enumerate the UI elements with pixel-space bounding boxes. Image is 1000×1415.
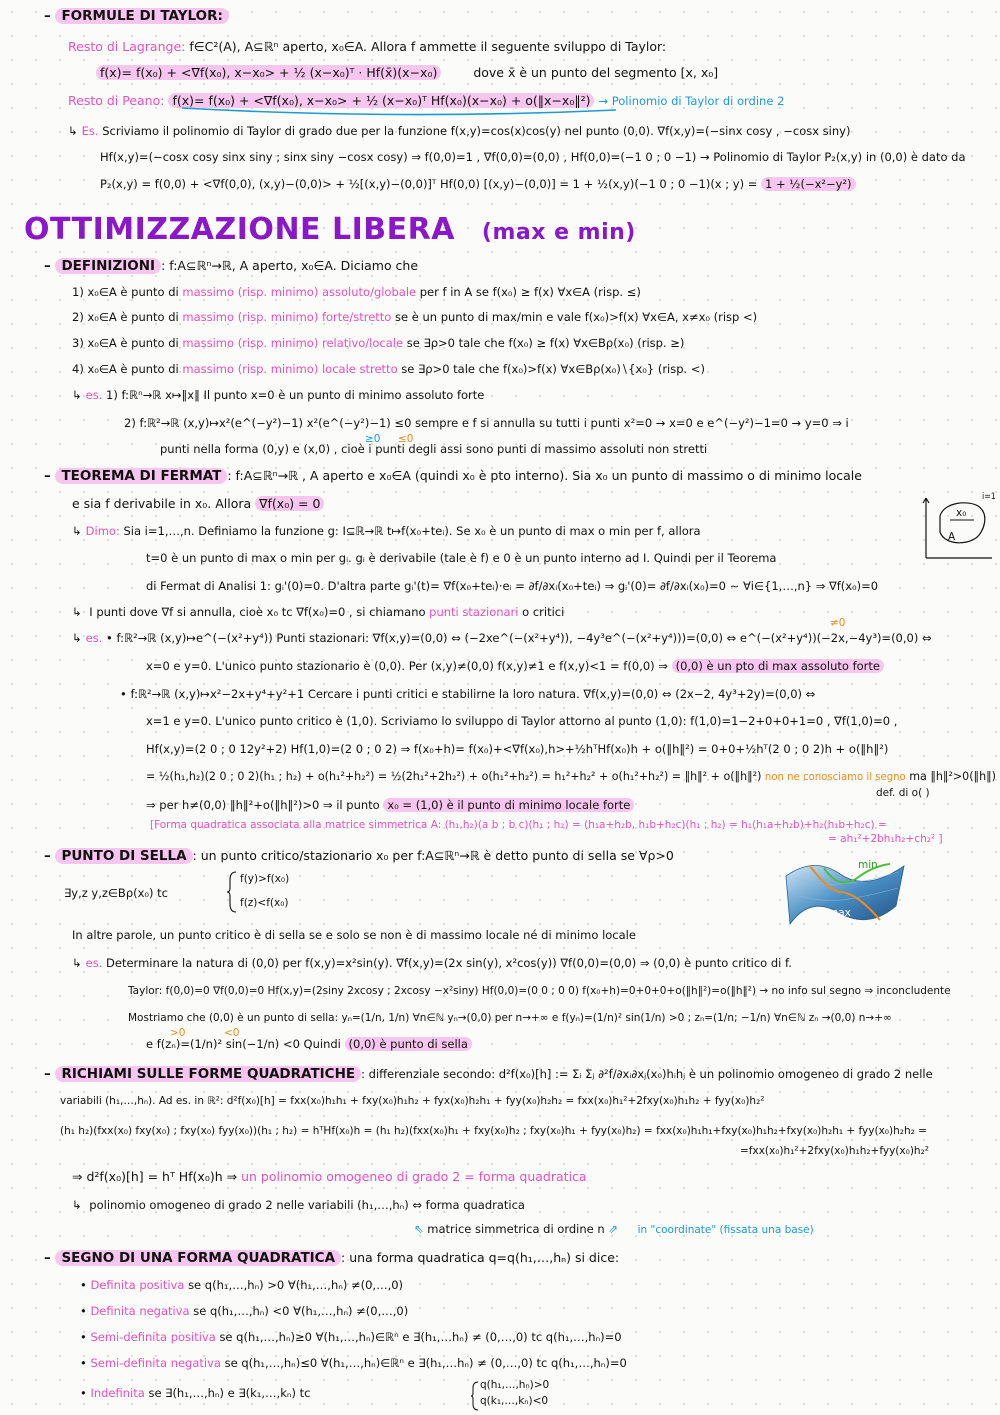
segno-item-term: Definita positiva <box>90 1278 185 1292</box>
def-es-2b: punti nella forma (0,y) e (x,0) , cioè i punti degli assi sono punti di massimo assoluti non stretti <box>160 442 708 456</box>
def-3 <box>72 334 684 352</box>
richiami-text5 <box>72 1168 587 1186</box>
stationary-post: o critici <box>522 605 565 619</box>
peano-formula: f(x)= f(x₀) + <∇f(x₀), x−x₀> + ½ (x−x₀)ᵀ Hf(x₀)(x−x₀) + o(‖x−x₀‖²) <box>168 93 594 108</box>
segno-item: • Semi-definita positiva se q(h₁,…,hₙ)≥0 ∀(h₁,…,hₙ)∈ℝⁿ e ∃(h₁,…hₙ) ≠ (0,…,0) tc q(h₁,…,hₙ)=0 <box>80 1330 622 1344</box>
taylor-es-line2: Hf(x,y)=(−cosx cosy sinx siny ; sinx siny −cosx cosy) ⇒ f(0,0)=1 , ∇f(0,0)=(0,0) , Hf(0,0)=(−1 0 ; 0 −1) → Polinomio di Taylor P₂(x,y) in (0,0) è dato da <box>100 150 966 164</box>
sella-es-line3: Mostriamo che (0,0) è un punto di sella: yₙ=(1/n, 1/n) ∀n∈ℕ yₙ→(0,0) per n→+∞ e f(yₙ)=(1/n)² sin(1/n) >0 ; zₙ=(1/n; −1/n) ∀n∈ℕ zₙ →(0,0) n→+∞ <box>128 1012 892 1024</box>
def-es-2-ann2: ≤0 <box>398 433 414 445</box>
lagrange-note: dove x̄ è un punto del segmento [x, x₀] <box>473 65 719 80</box>
sella-es-text4: e f(zₙ)=(1/n)² sin(−1/n) <0 Quindi <box>146 1037 341 1051</box>
arrow-icon: ⇖ <box>414 1222 424 1236</box>
lagrange-label: Resto di Lagrange: <box>68 39 186 54</box>
fermat-ex2-def: def. di o( ) <box>876 787 930 799</box>
peano-underline <box>180 104 620 120</box>
richiami-text4: =fxx(x₀)h₁²+2fxy(x₀)h₁h₂+fyy(x₀)h₂² <box>740 1145 929 1157</box>
fig-A-label: A <box>948 531 956 543</box>
arrow-icon: ↳ <box>72 631 82 645</box>
taylor-es-label: Es. <box>81 124 99 138</box>
arrow-icon: ↳ <box>72 956 82 970</box>
taylor-es-text3: P₂(x,y) = f(0,0) + <∇f(0,0), (x,y)−(0,0)> + ½[(x,y)−(0,0)]ᵀ Hf(0,0) [(x,y)−(0,0)] = 1 + ½(x,y)(−1 0 ; 0 −1)(x ; y) = <box>100 177 758 191</box>
segno-item-cond: se q(h₁,…,hₙ) >0 ∀(h₁,…,hₙ) ≠(0,…,0) <box>188 1278 404 1292</box>
section-definizioni: – DEFINIZIONI : f:A⊆ℝⁿ→ℝ, A aperto, x₀∈A. Diciamo che <box>44 258 419 274</box>
fermat-ex2-line2: x=1 e y=0. L'unico punto critico è (1,0). Scriviamo lo sviluppo di Taylor attorno al punto (1,0): f(1,0)=1−2+0+0+1=0 , ∇f(1,0)=0 , <box>146 714 898 728</box>
richiami-text5-term: un polinomio omogeneo di grado 2 = forma quadratica <box>241 1169 587 1184</box>
arrow-icon: ↳ <box>72 605 82 619</box>
ex1-annotation: ≠0 <box>830 617 846 629</box>
stationary-term: punti stazionari <box>429 605 519 619</box>
taylor-es-line1 <box>68 122 850 140</box>
segno-label: SEGNO DI UNA FORMA QUADRATICA <box>55 1250 341 1266</box>
def-3-term: massimo (risp. minimo) relativo/locale <box>182 336 404 350</box>
fermat-ex1-line1 <box>72 629 932 647</box>
fermat-ex1-text1b: e^(−(x²+y⁴))(−2x,−4y³)=(0,0) ⇔ <box>739 631 932 645</box>
def-3-pre: 3) x₀∈A è punto di <box>72 336 179 350</box>
indef-brace <box>470 1380 480 1412</box>
peano-label: Resto di Peano: <box>68 93 165 108</box>
richiami-text2: variabili (h₁,…,hₙ). Ad es. in ℝ²: d²f(x₀)[h] = fxx(x₀)h₁h₁ + fxy(x₀)h₁h₂ + fyx(x₀)h₂h₁ + fyy(x₀)h₂h₂ = fxx(x₀)h₁²+2fxy(x₀)h₁h₂ + fyy(x₀)h₂² <box>60 1095 765 1107</box>
richiami-label: RICHIAMI SULLE FORME QUADRATICHE <box>55 1066 361 1082</box>
fermat-ex2-line4 <box>146 767 996 786</box>
fermat-ex2-line6: [Forma quadratica associata alla matrice simmetrica A: (h₁,h₂)(a b ; b c)(h₁ ; h₂) = (h₁a+h₂b, h₁b+h₂c)(h₁ ; h₂) = h₁(h₁a+h₂b)+h₂(h₁b+h₂c) = <box>150 819 887 831</box>
richiami-text7 <box>414 1220 814 1239</box>
fermat-ex2-text4: = ½(h₁,h₂)(2 0 ; 0 2)(h₁ ; h₂) + o(h₁²+h₂²) = ½(2h₁²+2h₂²) + o(h₁²+h₂²) = h₁²+h₂² + o(h₁²+h₂²) = ‖h‖² + o(‖h‖²) <box>146 769 762 783</box>
def-3-post: se ∃ρ>0 tale che f(x₀) ≥ f(x) ∀x∈Bρ(x₀) (risp. ≥) <box>406 336 685 350</box>
fig-x0-label: x₀ <box>956 507 967 519</box>
def-2-post: se è un punto di max/min e vale f(x₀)>f(x) ∀x∈A, x≠x₀ (risp <) <box>395 310 758 324</box>
fig-i-label: i=1 <box>982 492 996 502</box>
richiami-text: : differenziale secondo: d²f(x₀)[h] := Σᵢ Σⱼ ∂²f/∂xᵢ∂xⱼ(x₀)hᵢhⱼ è un polinomio omogeneo di grado 2 nelle <box>361 1067 933 1081</box>
sella-cond-b: f(z)<f(x₀) <box>240 897 289 909</box>
arrow-icon: ↳ <box>68 124 78 138</box>
page-title-main: OTTIMIZZAZIONE LIBERA <box>24 212 455 247</box>
def-4-pre: 4) x₀∈A è punto di <box>72 362 179 376</box>
def-4-term: massimo (risp. minimo) locale stretto <box>182 362 398 376</box>
arrow-icon: ↳ <box>72 388 82 402</box>
fermat-ex2-line1: • f:ℝ²→ℝ (x,y)↦x²−2x+y⁴+y²+1 Cercare i punti critici e stabilirne la loro natura. ∇f(x,y)=(0,0) ⇔ (2x−2, 4y³+2y)=(0,0) ⇔ <box>120 687 816 701</box>
def-2-term: massimo (risp. minimo) forte/stretto <box>182 310 392 324</box>
page-title-sub: (max e min) <box>481 220 636 245</box>
richiami-text5-pre: ⇒ d²f(x₀)[h] = hᵀ Hf(x₀)h ⇒ <box>72 1169 238 1184</box>
fermat-text2-pre: e sia f derivabile in x₀. Allora <box>72 496 252 511</box>
richiami-text6 <box>72 1196 525 1214</box>
fermat-ex2-result: x₀ = (1,0) è il punto di minimo locale forte <box>383 798 634 812</box>
richiami-text6-text: polinomio omogeneo di grado 2 nelle variabili (h₁,…,hₙ) ⇔ forma quadratica <box>89 1198 525 1212</box>
segno-item-term: Semi-definita negativa <box>90 1356 221 1370</box>
fermat-ex2-line5 <box>146 796 634 814</box>
page-title <box>24 212 636 251</box>
def-2-pre: 2) x₀∈A è punto di <box>72 310 179 324</box>
fermat-ex1-text1: • f:ℝ²→ℝ (x,y)↦e^(−(x²+y⁴)) Punti stazionari: ∇f(x,y)=(0,0) ⇔ (−2xe^(−(x²+y⁴)), −4y³e^(−(x²+y⁴)))=(0,0) ⇔ <box>106 631 737 645</box>
fermat-label: TEOREMA DI FERMAT <box>55 468 227 484</box>
lagrange-text: f∈C²(A), A⊆ℝⁿ aperto, x₀∈A. Allora f ammette il seguente sviluppo di Taylor: <box>189 39 667 54</box>
def-1-post: per f in A se f(x₀) ≥ f(x) ∀x∈A (risp. ≤) <box>419 285 641 299</box>
richiami-text7-text: matrice simmetrica di ordine n <box>427 1222 605 1236</box>
def-2 <box>72 308 757 326</box>
sella-cond: ∃y,z y,z∈Bρ(x₀) tc <box>64 886 168 900</box>
saddle-max-label: max <box>828 907 851 919</box>
sella-ann-pos: >0 <box>170 1027 186 1039</box>
definizioni-intro: : f:A⊆ℝⁿ→ℝ, A aperto, x₀∈A. Diciamo che <box>161 258 419 273</box>
def-1-pre: 1) x₀∈A è punto di <box>72 285 179 299</box>
segno-item-cond: se ∃(h₁,…,hₙ) e ∃(k₁,…,kₙ) tc <box>148 1386 311 1400</box>
segno-item-term: Semi-definita positiva <box>90 1330 216 1344</box>
def-es-label: es. <box>85 388 103 402</box>
taylor-es-result: 1 + ½(−x²−y²) <box>761 177 856 191</box>
dimo-line3: di Fermat di Analisi 1: gᵢ'(0)=0. D'altra parte gᵢ'(t)= ∇f(x₀+teᵢ)·eᵢ = ∂f/∂xᵢ(x₀+teᵢ) ⇒ gᵢ'(0)= ∂f/∂xᵢ(x₀)=0 ∼ ∀i∈{1,…,n} ⇒ ∇f(x₀)=0 <box>146 579 879 593</box>
section-sella: – PUNTO DI SELLA : un punto critico/stazionario x₀ per f:A⊆ℝⁿ→ℝ è detto punto di sella se ∀ρ>0 <box>44 848 674 864</box>
sella-es-line1 <box>72 954 792 972</box>
dimo-text1: Sia i=1,…,n. Definiamo la funzione g: I⊆ℝ→ℝ t↦f(x₀+teᵢ). Se x₀ è un punto di max o min per f, allora <box>123 524 701 538</box>
sella-other: In altre parole, un punto critico è di sella se e solo se non è di massimo locale né di minimo locale <box>72 928 636 942</box>
sella-label: PUNTO DI SELLA <box>55 848 192 864</box>
sella-es-text1: Determinare la natura di (0,0) per f(x,y)=x²sin(y). ∇f(x,y)=(2x sin(y), x²cos(y)) ∇f(0,0)=(0,0) ⇒ (0,0) è punto critico di f. <box>106 956 792 970</box>
section-richiami: – RICHIAMI SULLE FORME QUADRATICHE : differenziale secondo: d²f(x₀)[h] := Σᵢ Σⱼ ∂²f/∂xᵢ∂xⱼ(x₀)hᵢhⱼ è un polinomio omogeneo di grado 2 nelle <box>44 1066 933 1082</box>
sella-es-line4 <box>146 1035 472 1053</box>
segno-item-cond: se q(h₁,…,hₙ) <0 ∀(h₁,…,hₙ) ≠(0,…,0) <box>193 1304 409 1318</box>
indef-cond-b: q(k₁,…,kₙ)<0 <box>480 1395 549 1407</box>
fermat-ex2-note: non ne conosciamo il segno <box>764 771 906 783</box>
fermat-result: ∇f(x₀) = 0 <box>255 496 324 511</box>
segno-item-term: Definita negativa <box>90 1304 190 1318</box>
lagrange-formula: f(x)= f(x₀) + <∇f(x₀), x−x₀> + ½ (x−x₀)ᵀ · Hf(x̄)(x−x₀) <box>96 65 441 80</box>
fermat-ex1-line2 <box>146 657 884 675</box>
segno-item: • Indefinita se ∃(h₁,…,hₙ) e ∃(k₁,…,kₙ) tc <box>80 1386 311 1400</box>
dimo-line1 <box>72 522 701 540</box>
arrow-icon: ↳ <box>72 524 82 538</box>
fermat-text: : f:A⊆ℝⁿ→ℝ , A aperto e x₀∈A (quindi x₀ è pto interno). Sia x₀ un punto di massimo o di minimo locale <box>227 468 862 483</box>
sella-cond-a: f(y)>f(x₀) <box>240 873 290 885</box>
def-es-1-text: 1) f:ℝⁿ→ℝ x↦‖x‖ Il punto x=0 è un punto di minimo assoluto forte <box>106 388 485 402</box>
section-fermat: – TEOREMA DI FERMAT : f:A⊆ℝⁿ→ℝ , A aperto e x₀∈A (quindi x₀ è pto interno). Sia x₀ un punto di massimo o di minimo locale <box>44 468 862 484</box>
sella-es-result: (0,0) è punto di sella <box>345 1037 472 1051</box>
dimo-line2: t=0 è un punto di max o min per gᵢ. gᵢ è derivabile (tale è f) e 0 è un punto interno ad I. Quindi per il Teorema <box>146 551 777 565</box>
lagrange-formula-line <box>96 64 718 82</box>
taylor-es-line3 <box>100 175 856 193</box>
sella-es-line2: Taylor: f(0,0)=0 ∇f(0,0)=0 Hf(x,y)=(2siny 2xcosy ; 2xcosy −x²siny) Hf(0,0)=(0 0 ; 0 0) f(x₀+h)=0+0+0+o(‖h‖²)=o(‖h‖²) → no info sul segno ⇒ inconcludente <box>128 985 951 997</box>
stationary-line <box>72 603 564 621</box>
arrow-icon: ↳ <box>72 1198 82 1212</box>
segno-item: • Semi-definita negativa se q(h₁,…,hₙ)≤0 ∀(h₁,…,hₙ)∈ℝⁿ e ∃(h₁,…hₙ) ≠ (0,…,0) tc q(h₁,…,hₙ)=0 <box>80 1356 627 1370</box>
richiami-text3: (h₁ h₂)(fxx(x₀) fxy(x₀) ; fxy(x₀) fyy(x₀))(h₁ ; h₂) = hᵀHf(x₀)h = (h₁ h₂)(fxx(x₀)h₁ + fxy(x₀)h₂ ; fxy(x₀)h₁ + fyy(x₀)h₂) = fxx(x₀)h₁h₁+fxy(x₀)h₁h₂+fxy(x₀)h₂h₁ + fyy(x₀)h₂h₂ = <box>60 1125 927 1137</box>
richiami-text7-note: in "coordinate" (fissata una base) <box>637 1224 814 1236</box>
def-es-1 <box>72 386 484 404</box>
segno-item: • Definita negativa se q(h₁,…,hₙ) <0 ∀(h₁,…,hₙ) ≠(0,…,0) <box>80 1304 409 1318</box>
fermat-es-label: es. <box>85 631 103 645</box>
segno-item-term: Indefinita <box>90 1386 145 1400</box>
segno-text: : una forma quadratica q=q(h₁,…,hₙ) si dice: <box>341 1250 620 1265</box>
sella-brace <box>226 870 238 914</box>
def-es-2-ann1: ≥0 <box>365 433 381 445</box>
fermat-ex2-text5: ⇒ per h≠(0,0) ‖h‖²+o(‖h‖²)>0 ⇒ il punto <box>146 798 380 812</box>
sella-ann-neg: <0 <box>224 1027 240 1039</box>
def-1-term: massimo (risp. minimo) assoluto/globale <box>182 285 417 299</box>
arrow-icon: ⇗ <box>608 1222 618 1236</box>
def-4 <box>72 360 705 378</box>
def-es-2: 2) f:ℝ²→ℝ (x,y)↦x²(e^(−y²)−1) x²(e^(−y²)−1) ≤0 sempre e f si annulla su tutti i punti x²=0 → x=0 e e^(−y²)−1=0 → y=0 ⇒ i <box>124 416 849 430</box>
sella-es-label: es. <box>85 956 103 970</box>
fermat-ex2-line6b: = ah₁²+2bh₁h₂+ch₂² ] <box>828 833 943 845</box>
def-1 <box>72 283 641 301</box>
fermat-ex2-tail: ma ‖h‖²>0(‖h‖) <box>909 769 996 783</box>
fermat-text2 <box>72 495 324 513</box>
peano-note: → Polinomio di Taylor di ordine 2 <box>598 94 785 108</box>
segno-item: • Definita positiva se q(h₁,…,hₙ) >0 ∀(h₁,…,hₙ) ≠(0,…,0) <box>80 1278 404 1292</box>
fermat-ex2-line3: Hf(x,y)=(2 0 ; 0 12y²+2) Hf(1,0)=(2 0 ; 0 2) ⇒ f(x₀+h)= f(x₀)+<∇f(x₀),h>+½hᵀHf(x₀)h + o(‖h‖²) = 0+0+½hᵀ(2 0 ; 0 2)h + o(‖h‖²) <box>146 742 889 756</box>
dimo-label: Dimo: <box>85 524 120 538</box>
definizioni-label: DEFINIZIONI <box>55 258 161 274</box>
taylor-es-text1: Scriviamo il polinomio di Taylor di grado due per la funzione f(x,y)=cos(x)cos(y) nel punto (0,0). ∇f(x,y)=(−sinx cosy , −cosx siny) <box>102 124 851 138</box>
fermat-ex1-text2: x=0 e y=0. L'unico punto stazionario è (0,0). Per (x,y)≠(0,0) f(x,y)≠1 e f(x,y)<1 = f(0,0) ⇒ <box>146 659 668 673</box>
segno-item-cond: se q(h₁,…,hₙ)≥0 ∀(h₁,…,hₙ)∈ℝⁿ e ∃(h₁,…hₙ) ≠ (0,…,0) tc q(h₁,…,hₙ)=0 <box>219 1330 622 1344</box>
lagrange-line <box>68 38 666 56</box>
sella-text: : un punto critico/stazionario x₀ per f:A⊆ℝⁿ→ℝ è detto punto di sella se ∀ρ>0 <box>192 848 674 863</box>
fermat-ex1-result: (0,0) è un pto di max assoluto forte <box>672 659 884 673</box>
segno-item-cond: se q(h₁,…,hₙ)≤0 ∀(h₁,…,hₙ)∈ℝⁿ e ∃(h₁,…hₙ) ≠ (0,…,0) tc q(h₁,…,hₙ)=0 <box>224 1356 627 1370</box>
section-taylor-title: – FORMULE DI TAYLOR: <box>44 6 229 26</box>
saddle-min-label: min <box>858 859 878 871</box>
def-4-post: se ∃ρ>0 tale che f(x₀)>f(x) ∀x∈Bρ(x₀)∖{x₀} (risp. <) <box>401 362 705 376</box>
stationary-pre: I punti dove ∇f si annulla, cioè x₀ tc ∇f(x₀)=0 , si chiamano <box>89 605 426 619</box>
indef-cond-a: q(h₁,…,hₙ)>0 <box>480 1379 550 1391</box>
section-segno: – SEGNO DI UNA FORMA QUADRATICA : una forma quadratica q=q(h₁,…,hₙ) si dice: <box>44 1250 620 1266</box>
